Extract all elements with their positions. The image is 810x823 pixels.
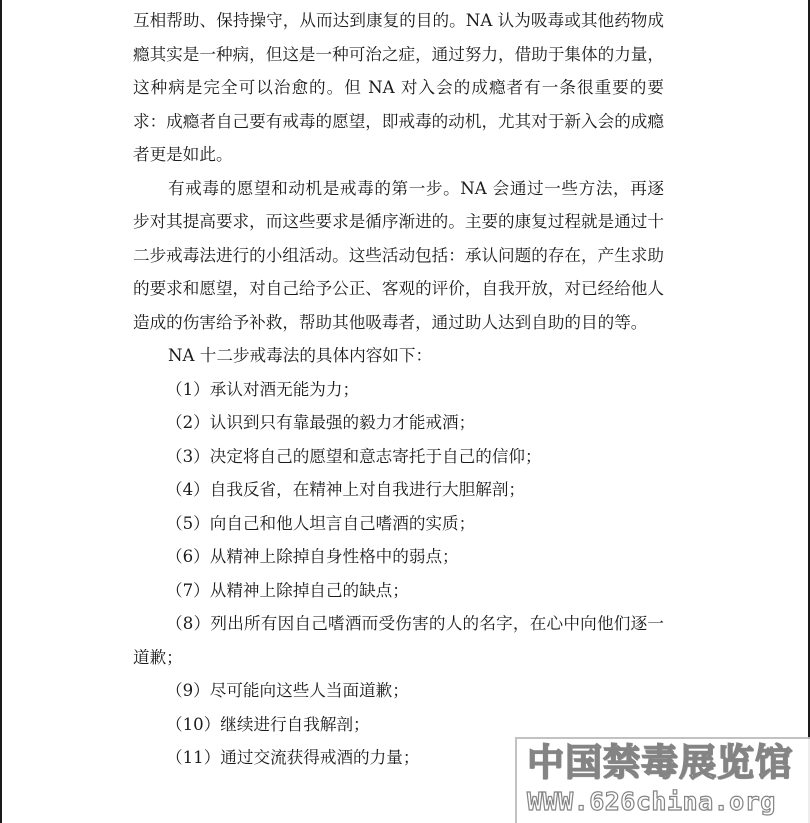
watermark-title: 中国禁毒展览馆: [527, 741, 793, 784]
list-item-3: （3）决定将自己的愿望和意志寄托于自己的信仰；: [166, 446, 542, 466]
list-item-4: （4）自我反省，在精神上对自我进行大胆解剖；: [166, 480, 526, 499]
list-item-7: （7）从精神上除掉自己的缺点；: [166, 580, 409, 600]
list-item-6: （6）从精神上除掉自身性格中的弱点；: [166, 547, 459, 566]
list-item-1: （1）承认对酒无能为力；: [166, 379, 360, 399]
paragraph-2: 有戒毒的愿望和动机是戒毒的第一步。NA 会通过一些方法，再逐步对其提高要求，而这些要求是循序渐进的。主要的康复过程就是通过十二步戒毒法进行的小组活动。这些活动包括：承认问题的存在，产生求助的要求和愿望，对自己给予公正、客观的评价，自我开放，对已经给他人造成的伤害给予补救，帮助其他吸毒者，通过助人达到自助的目的等。: [133, 178, 664, 332]
list-item-8: （8）列出所有因自己嗜酒而受伤害的人的名字，在心中向他们逐一道歉；: [133, 614, 664, 667]
list-item-2: （2）认识到只有靠最强的毅力才能戒酒；: [166, 413, 476, 432]
list-item-9: （9）尽可能向这些人当面道歉；: [166, 681, 409, 700]
list-item-10: （10）继续进行自我解剖；: [166, 714, 370, 734]
list-item-11: （11）通过交流获得戒酒的力量；: [166, 748, 420, 767]
list-intro: NA 十二步戒毒法的具体内容如下：: [168, 346, 433, 365]
list-item-5: （5）向自己和他人坦言自己嗜酒的实质；: [166, 513, 476, 533]
watermark-url: WWW.626china.org: [527, 787, 776, 816]
page-border-left: [0, 0, 2, 823]
paragraph-1: 互相帮助、保持操守，从而达到康复的目的。NA 认为吸毒或其他药物成瘾其实是一种病，但这是一种可治之症，通过努力，借助于集体的力量，这种病是完全可以治愈的。但 NA 对入会的成瘾者有一条很重要的要求：成瘾者自己要有戒毒的愿望，即戒毒的动机，尤其对于新入会的成瘾者更是如此。: [133, 11, 664, 164]
document-body: [133, 4, 664, 775]
watermark: [515, 737, 810, 823]
